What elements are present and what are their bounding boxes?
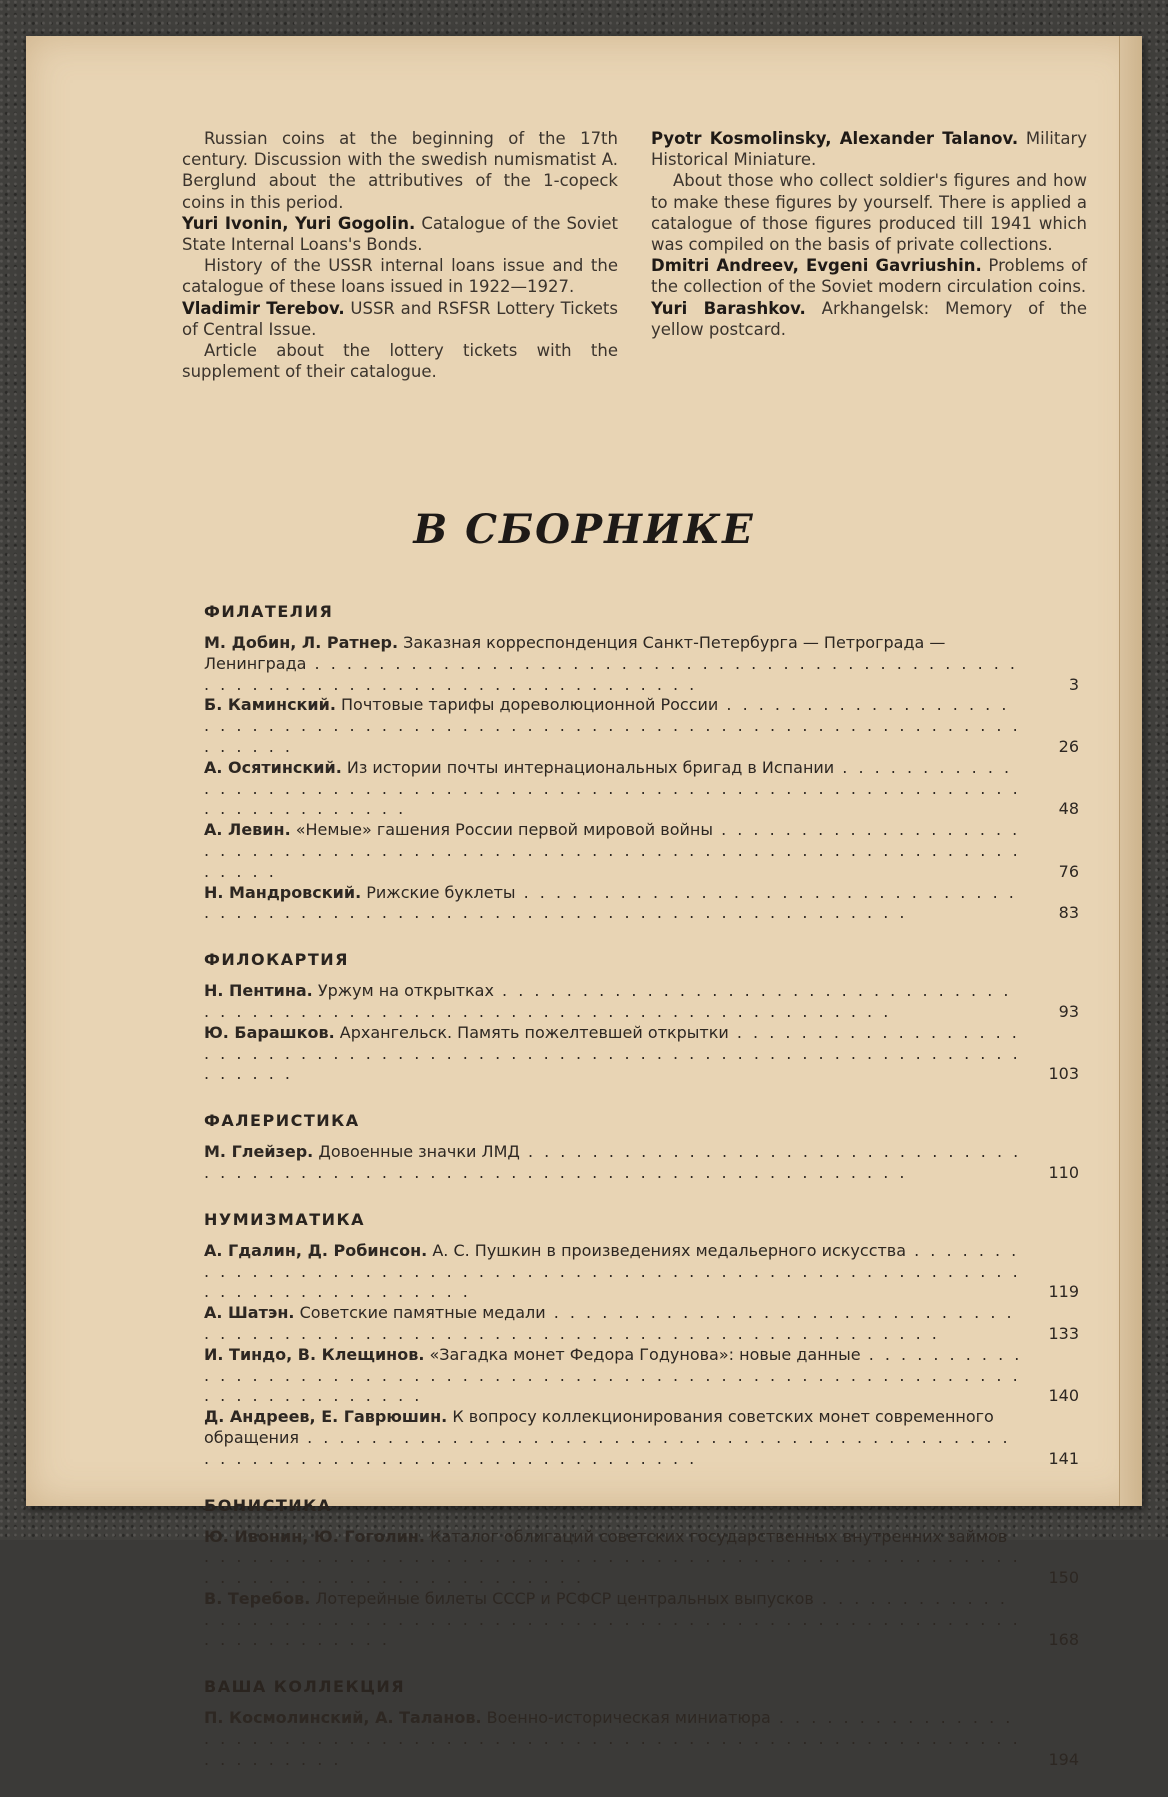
entry-text xyxy=(204,1527,1023,1589)
section-title: ФИЛАТЕЛИЯ xyxy=(204,602,334,621)
entry-text xyxy=(204,883,1023,925)
entry-title: А. С. Пушкин в произведениях медальерного искусства xyxy=(427,1240,907,1260)
entry-text xyxy=(204,1345,1023,1407)
entry-page-number: 194 xyxy=(1048,1749,1079,1769)
entry-text xyxy=(204,1241,1023,1303)
entry-author: Ю. Ивонин, Ю. Гоголин. xyxy=(204,1526,425,1546)
entry-text xyxy=(204,1023,1023,1085)
entry-author: Н. Пентина. xyxy=(204,981,313,1001)
entry-text xyxy=(204,758,1023,820)
section-title: БОНИСТИКА xyxy=(204,1495,332,1515)
toc-section xyxy=(204,1111,1079,1184)
summary-paragraph: Vladimir Terebov. USSR and RSFSR Lottery Tickets of Central Issue. xyxy=(182,298,619,339)
summary-paragraph: Dmitri Andreev, Evgeni Gavriushin. Problems of the collection of the Soviet modern circulation coins. xyxy=(651,256,1088,297)
entry-author: А. Шатэн. xyxy=(204,1303,295,1323)
entry-page-number: 83 xyxy=(1058,903,1079,923)
toc-entry xyxy=(204,1589,1079,1651)
toc-entry xyxy=(204,981,1079,1023)
toc-entry xyxy=(204,633,1079,695)
entry-title: Уржум на открытках xyxy=(312,981,494,1001)
entry-title: «Немые» гашения России первой мировой войны xyxy=(290,820,713,840)
entry-page-number: 93 xyxy=(1058,1001,1079,1021)
entry-author: Б. Каминский. xyxy=(204,695,336,715)
toc-section xyxy=(204,1210,1079,1470)
entry-title: Довоенные значки ЛМД xyxy=(313,1142,520,1162)
entry-page-number: 141 xyxy=(1048,1448,1079,1468)
entry-text xyxy=(204,1142,1023,1184)
entry-text xyxy=(204,633,1023,695)
entry-text xyxy=(204,981,1023,1023)
entry-text xyxy=(204,695,1023,757)
english-summary-right-column xyxy=(651,128,1087,340)
entry-author: И. Тиндо, В. Клещинов. xyxy=(204,1344,425,1364)
entry-title: К вопросу коллекционирования советских монет современного обращения xyxy=(204,1407,994,1447)
entry-author: А. Гдалин, Д. Робинсон. xyxy=(204,1240,428,1260)
section-title: ВАША КОЛЛЕКЦИЯ xyxy=(204,1677,406,1697)
entry-text xyxy=(204,1303,1023,1345)
entry-title: Рижские буклеты xyxy=(361,882,516,902)
entry-author: П. Космолинский, А. Таланов. xyxy=(204,1708,482,1728)
summary-paragraph: About those who collect soldier's figures and how to make these figures by yourself. There is applied a catalogue of those figures produced till 1941 which was compiled on the basis of private collections. xyxy=(651,171,1087,255)
toc-entry xyxy=(204,883,1079,925)
english-summary-left-column xyxy=(182,128,618,382)
entry-title: Советские памятные медали xyxy=(294,1303,546,1323)
entry-page-number: 168 xyxy=(1048,1630,1079,1650)
toc-entry xyxy=(204,1407,1079,1469)
table-of-contents xyxy=(204,602,1079,1797)
entry-page-number: 133 xyxy=(1048,1323,1079,1343)
entry-page-number: 103 xyxy=(1048,1064,1079,1084)
summary-paragraph: Article about the lottery tickets with the supplement of their catalogue. xyxy=(182,341,618,382)
entry-text xyxy=(204,820,1023,882)
entry-page-number: 3 xyxy=(1068,674,1079,694)
entry-author: М. Добин, Л. Ратнер. xyxy=(204,633,399,652)
summary-paragraph: Yuri Ivonin, Yuri Gogolin. Catalogue of the Soviet State Internal Loans's Bonds. xyxy=(182,213,619,255)
entry-author: Н. Мандровский. xyxy=(204,882,362,902)
toc-section xyxy=(204,602,1079,924)
toc-entry xyxy=(204,1345,1079,1407)
entry-title: Почтовые тарифы дореволюционной России xyxy=(335,695,719,715)
entry-author: Ю. Барашков. xyxy=(204,1022,335,1042)
entry-text xyxy=(204,1708,1023,1770)
page-edge xyxy=(1119,36,1142,1506)
toc-entry xyxy=(204,1142,1079,1184)
toc-entry xyxy=(204,1303,1079,1345)
entry-page-number: 110 xyxy=(1048,1162,1079,1182)
toc-section xyxy=(204,1496,1079,1652)
entry-author: Д. Андреев, Е. Гаврюшин. xyxy=(204,1407,448,1427)
toc-entry xyxy=(204,1527,1079,1589)
toc-section xyxy=(204,1677,1079,1770)
toc-entry xyxy=(204,1708,1079,1770)
entry-author: А. Осятинский. xyxy=(204,757,342,777)
section-title: ФАЛЕРИСТИКА xyxy=(204,1111,360,1131)
entry-title: Военно-историческая миниатюра xyxy=(481,1708,771,1728)
entry-page-number: 76 xyxy=(1058,861,1079,881)
toc-entry xyxy=(204,820,1079,882)
entry-text xyxy=(204,1407,1023,1469)
toc-entry xyxy=(204,1241,1079,1303)
entry-author: А. Левин. xyxy=(204,820,291,840)
entry-title: Заказная корреспонденция Санкт-Петербурга — Петрограда — Ленинграда xyxy=(204,633,946,673)
entry-title: Каталог облигаций советских государственных внутренних займов xyxy=(424,1526,1008,1546)
entry-page-number: 119 xyxy=(1048,1282,1079,1302)
entry-page-number: 26 xyxy=(1058,736,1079,756)
entry-title: Архангельск. Память пожелтевшей открытки xyxy=(334,1022,729,1042)
book-page xyxy=(26,36,1142,1769)
summary-paragraph: History of the USSR internal loans issue and the catalogue of these loans issued in 1922—1927. xyxy=(182,256,618,297)
entry-page-number: 150 xyxy=(1048,1568,1079,1588)
entry-page-number: 48 xyxy=(1058,799,1079,819)
toc-section xyxy=(204,950,1079,1085)
entry-title: Из истории почты интернациональных бригад в Испании xyxy=(341,757,835,777)
section-title: ФИЛОКАРТИЯ xyxy=(204,950,349,970)
section-title: НУМИЗМАТИКА xyxy=(204,1209,365,1229)
entry-author: М. Глейзер. xyxy=(204,1142,314,1162)
entry-page-number: 140 xyxy=(1048,1386,1079,1406)
toc-entry xyxy=(204,1023,1079,1085)
summary-paragraph: Russian coins at the beginning of the 17th century. Discussion with the swedish numismatist A. Berglund about the attributives of the 1-copeck coins in this period. xyxy=(182,129,618,212)
contents-heading: В СБОРНИКЕ xyxy=(413,506,755,553)
toc-entry xyxy=(204,758,1079,820)
entry-title: «Загадка монет Федора Годунова»: новые данные xyxy=(424,1344,861,1364)
entry-author: В. Теребов. xyxy=(204,1588,311,1608)
toc-entry xyxy=(204,695,1079,757)
entry-title: Лотерейные билеты СССР и РСФСР центральных выпусков xyxy=(310,1588,814,1608)
summary-paragraph: Yuri Barashkov. Arkhangelsk: Memory of the yellow postcard. xyxy=(651,298,1087,339)
entry-text xyxy=(204,1589,1023,1651)
summary-paragraph: Pyotr Kosmolinsky, Alexander Talanov. Military Historical Miniature. xyxy=(651,129,1087,170)
